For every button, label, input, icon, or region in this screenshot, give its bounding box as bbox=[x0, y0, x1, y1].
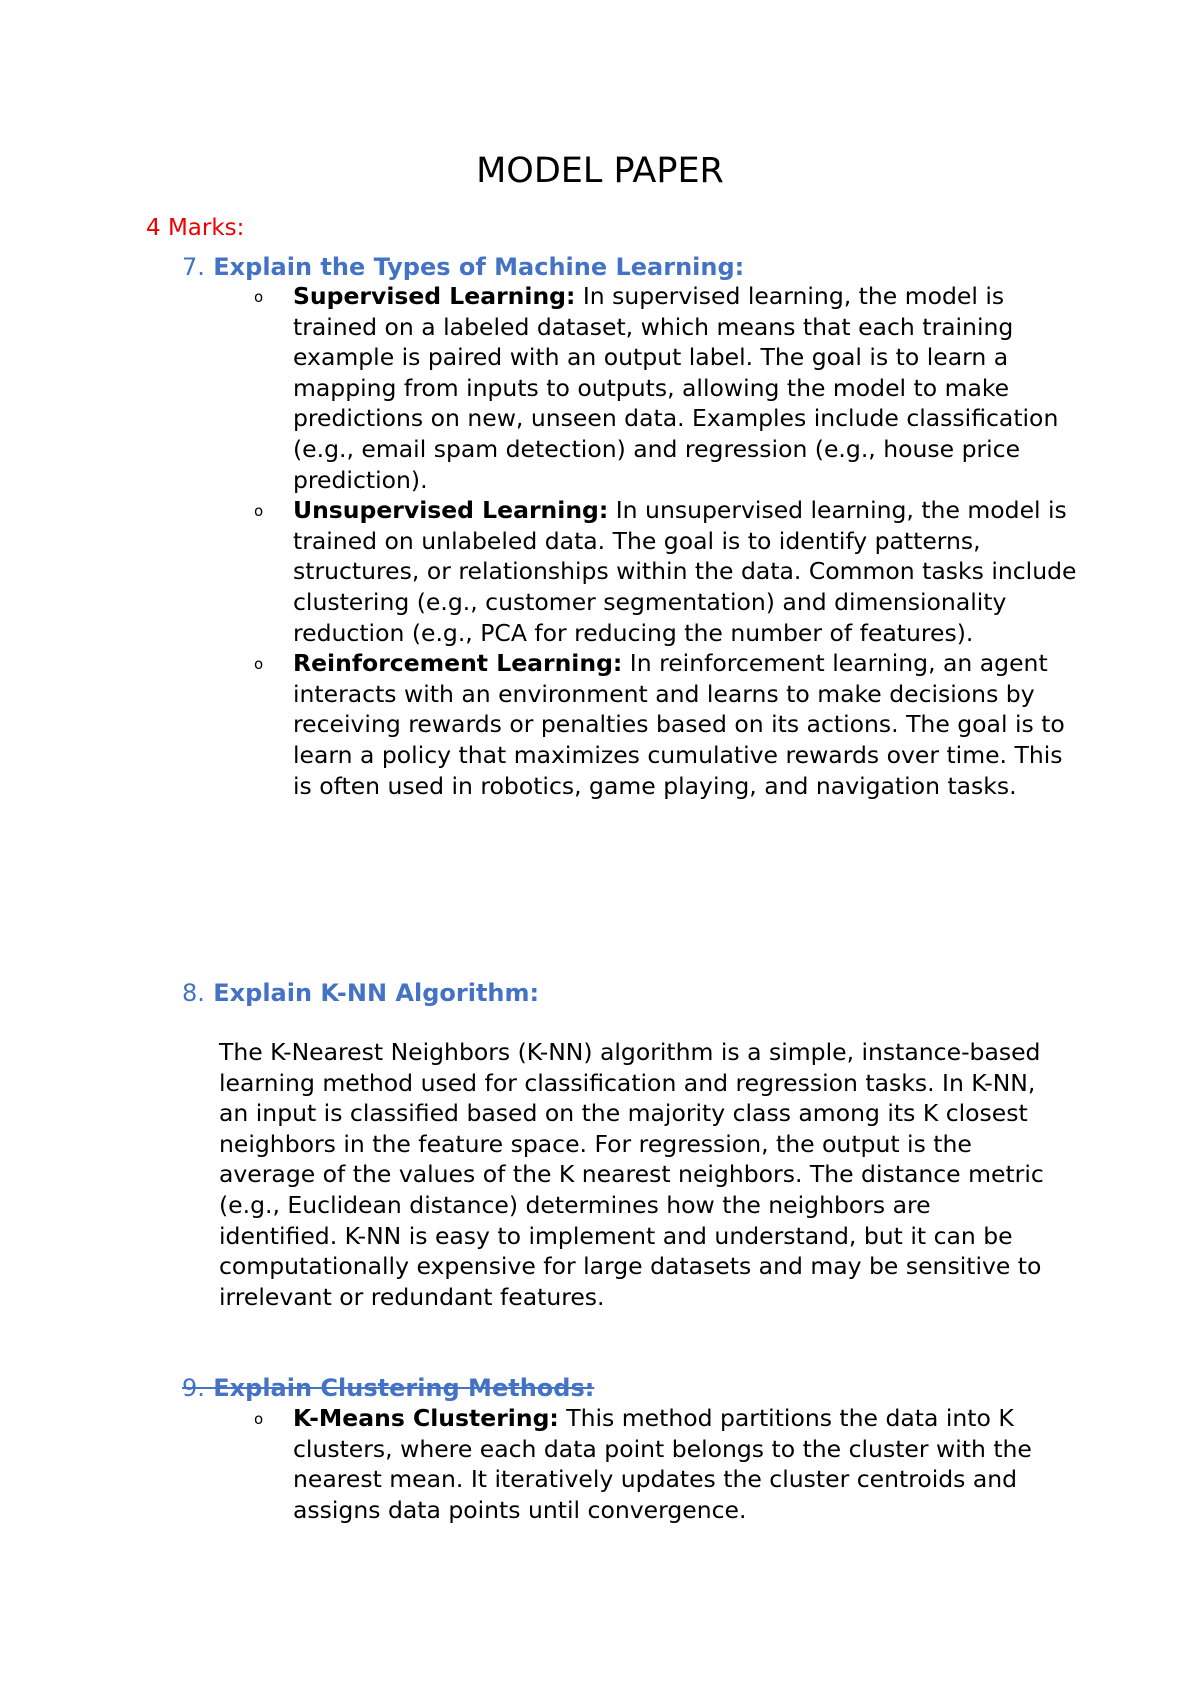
bullet-circle-icon: o bbox=[254, 655, 264, 674]
question-8-paragraph: The K-Nearest Neighbors (K-NN) algorithm is a simple, instance-based learning method used for classification and regression tasks. In K-NN, an input is classified based on the majority class among its K closest neighbors in the feature space. For regression, the output is the average of the values of the K nearest neighbors. The distance metric (e.g., Euclidean distance) determines how the neighbors are identified. K-NN is easy to implement and understand, but it can be computationally expensive for large datasets and may be sensitive to irrelevant or redundant features. bbox=[219, 1038, 1044, 1311]
list-item-term: Unsupervised Learning: bbox=[293, 496, 609, 525]
question-7-list bbox=[254, 281, 1084, 801]
page-title: MODEL PAPER bbox=[476, 151, 724, 191]
question-9-number: 9. bbox=[182, 1374, 205, 1402]
question-7-heading bbox=[182, 252, 744, 282]
bullet-circle-icon: o bbox=[254, 502, 264, 521]
list-item-text: In supervised learning, the model is trained on a labeled dataset, which means that each training example is paired with an output label. The goal is to learn a mapping from inputs to outputs, allowing the model to make predictions on new, unseen data. Examples include classification (e.g., email spam detection) and regression (e.g., house price prediction). bbox=[293, 282, 1059, 494]
question-9-list bbox=[254, 1403, 1084, 1525]
list-item-term: Supervised Learning: bbox=[293, 282, 576, 310]
list-item-text: This method partitions the data into K clusters, where each data point belongs to the cluster with the nearest mean. It iteratively updates the cluster centroids and assigns data points until convergence. bbox=[293, 1404, 1032, 1524]
list-item bbox=[254, 1403, 1084, 1525]
question-8-number: 8. bbox=[182, 979, 205, 1007]
list-item bbox=[254, 648, 1084, 801]
question-9-title: Explain Clustering Methods: bbox=[213, 1374, 595, 1402]
list-item bbox=[254, 495, 1084, 648]
question-8-heading bbox=[182, 978, 539, 1008]
list-item-term: K-Means Clustering: bbox=[293, 1404, 559, 1432]
list-item-text: In reinforcement learning, an agent interacts with an environment and learns to make decisions by receiving rewards or penalties based on its actions. The goal is to learn a policy that maximizes cumulative rewards over time. This is often used in robotics, game playing, and navigation tasks. bbox=[293, 649, 1065, 800]
list-item bbox=[254, 281, 1084, 495]
question-7-number: 7. bbox=[182, 253, 205, 281]
question-7-title: Explain the Types of Machine Learning: bbox=[213, 253, 745, 281]
bullet-circle-icon: o bbox=[254, 288, 264, 306]
question-9-heading bbox=[182, 1373, 594, 1403]
list-item-text: In unsupervised learning, the model is trained on unlabeled data. The goal is to identify patterns, structures, or relationships within the data. Common tasks include clustering (e.g., customer segmentation) and dimensionality reduction (e.g., PCA for reducing the number of features). bbox=[293, 496, 1077, 647]
question-8-title: Explain K-NN Algorithm: bbox=[213, 979, 540, 1007]
marks-label: 4 Marks: bbox=[146, 215, 245, 241]
bullet-circle-icon: o bbox=[254, 1410, 264, 1428]
list-item-term: Reinforcement Learning: bbox=[293, 649, 623, 678]
